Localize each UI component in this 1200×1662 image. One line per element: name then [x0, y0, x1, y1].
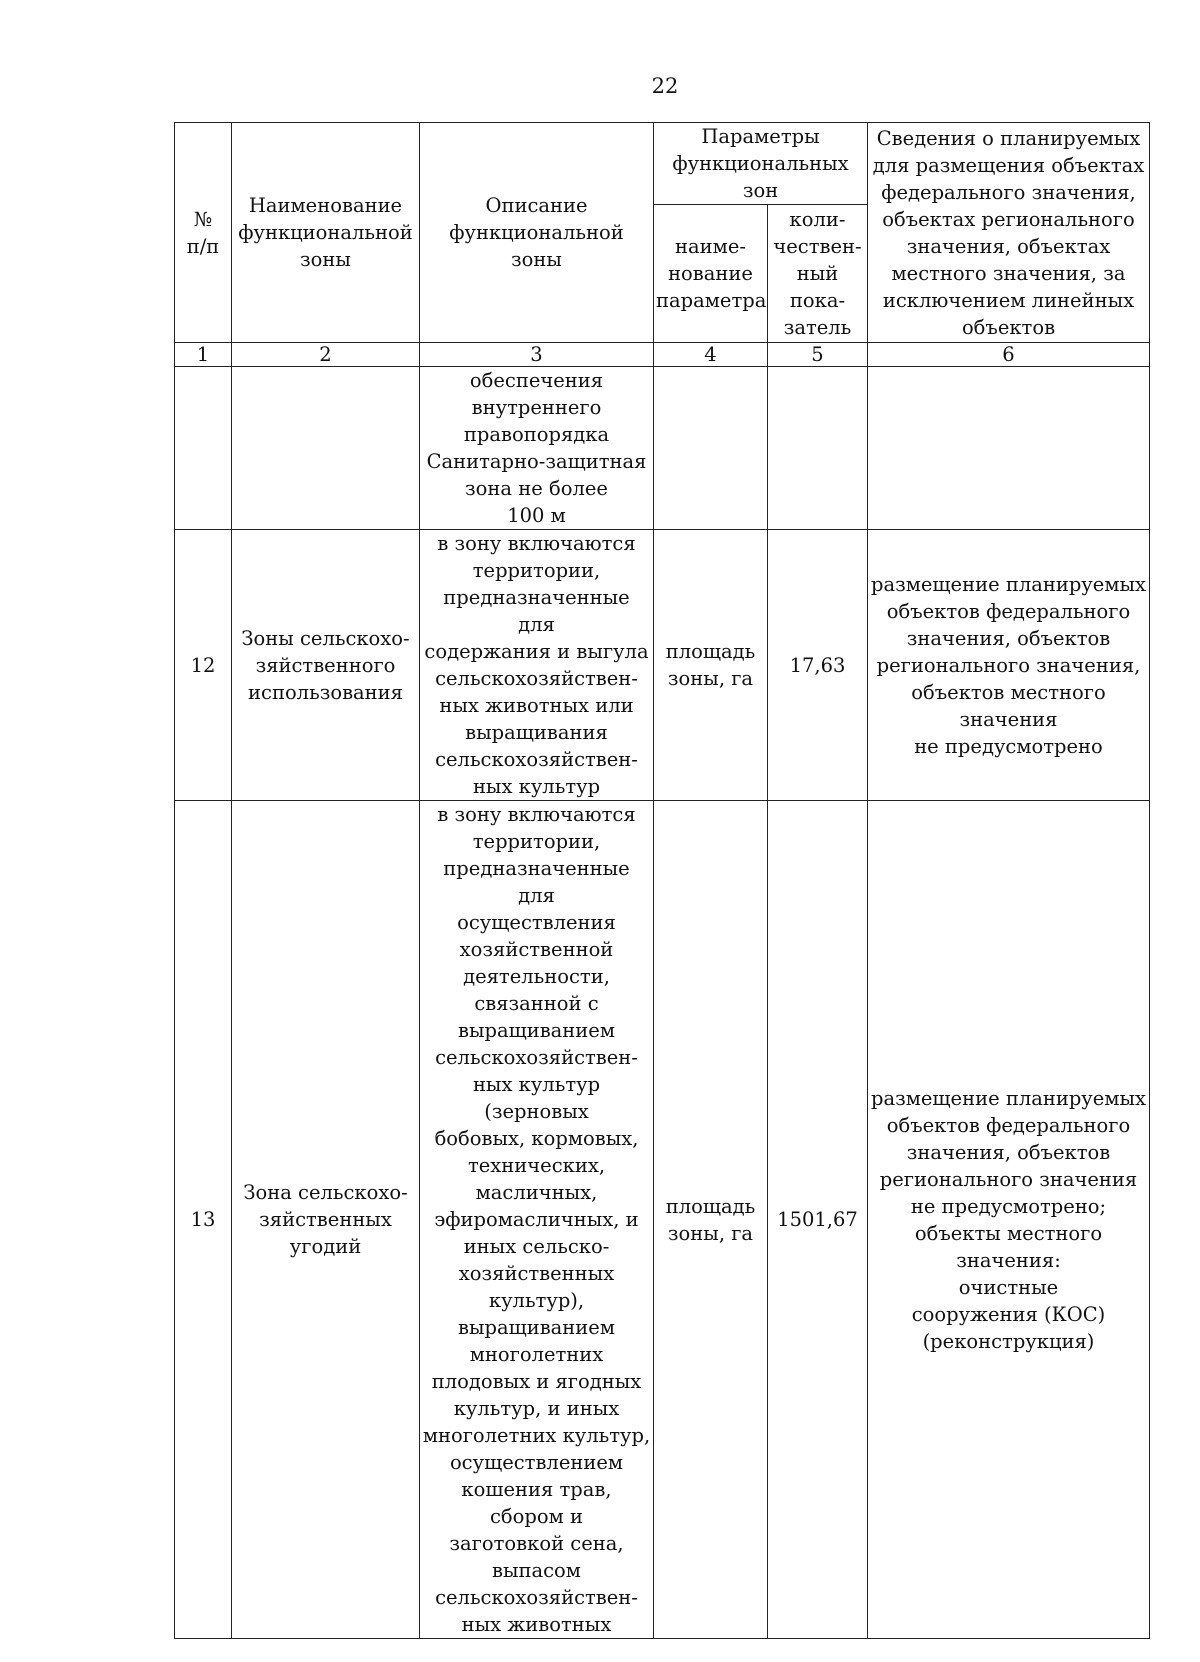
header-parameters-group: Параметры функциональных зон: [654, 123, 868, 205]
column-numbers-row: [175, 343, 1150, 367]
header-col-parameter-value: коли- чествен- ный пока- затель: [768, 205, 868, 343]
parameter-value: [768, 367, 868, 530]
planned-objects: [868, 367, 1150, 530]
header-col-number: № п/п: [175, 123, 232, 343]
functional-zones-table: [174, 122, 1150, 1639]
column-number: 6: [868, 343, 1150, 367]
planned-objects: размещение планируемых объектов федерального значения, объектов регионального значения не предусмотрено; объекты местного значения: очистные сооружения (КОС) (реконструкция): [868, 801, 1150, 1639]
row-number: 13: [175, 801, 232, 1639]
column-number: 2: [232, 343, 420, 367]
row-number: 12: [175, 530, 232, 801]
table-row-12: [175, 530, 1150, 801]
page-number: 22: [651, 74, 679, 98]
parameter-name: [654, 367, 768, 530]
parameter-name: площадь зоны, га: [654, 801, 768, 1639]
parameter-name: площадь зоны, га: [654, 530, 768, 801]
header-col-zone-name: Наименование функциональной зоны: [232, 123, 420, 343]
table-row-13: [175, 801, 1150, 1639]
parameter-value: 1501,67: [768, 801, 868, 1639]
zone-name: [232, 367, 420, 530]
zone-description: обеспечения внутреннего правопорядка Санитарно-защитная зона не более 100 м: [420, 367, 654, 530]
zone-description: в зону включаются территории, предназначенные для осуществления хозяйственной деятельности, связанной с выращиванием сельскохозяйствен- ных культур (зерновых бобовых, кормовых, технических, масличных, эфиромасличных, и иных сельско- хозяйственных культур), выращиванием многолетних плодовых и ягодных культур, и иных многолетних культур, осуществлением кошения трав, сбором и заготовкой сена, выпасом сельскохозяйствен- ных животных: [420, 801, 654, 1639]
table-row-continuation: [175, 367, 1150, 530]
header-row-top: [175, 123, 1150, 205]
header-col-zone-description: Описание функциональной зоны: [420, 123, 654, 343]
zone-name: Зоны сельскохо- зяйственного использования: [232, 530, 420, 801]
planned-objects: размещение планируемых объектов федерального значения, объектов регионального значения, объектов местного значения не предусмотрено: [868, 530, 1150, 801]
header-col-planned-objects: Сведения о планируемых для размещения объектах федерального значения, объектах регионального значения, объектах местного значения, за исключением линейных объектов: [868, 123, 1150, 343]
zone-description: в зону включаются территории, предназначенные для содержания и выгула сельскохозяйствен- ных животных или выращивания сельскохозяйствен- ных культур: [420, 530, 654, 801]
column-number: 1: [175, 343, 232, 367]
column-number: 4: [654, 343, 768, 367]
column-number: 3: [420, 343, 654, 367]
parameter-value: 17,63: [768, 530, 868, 801]
zone-name: Зона сельскохо- зяйственных угодий: [232, 801, 420, 1639]
header-col-parameter-name: наиме- нование параметра: [654, 205, 768, 343]
row-number: [175, 367, 232, 530]
column-number: 5: [768, 343, 868, 367]
